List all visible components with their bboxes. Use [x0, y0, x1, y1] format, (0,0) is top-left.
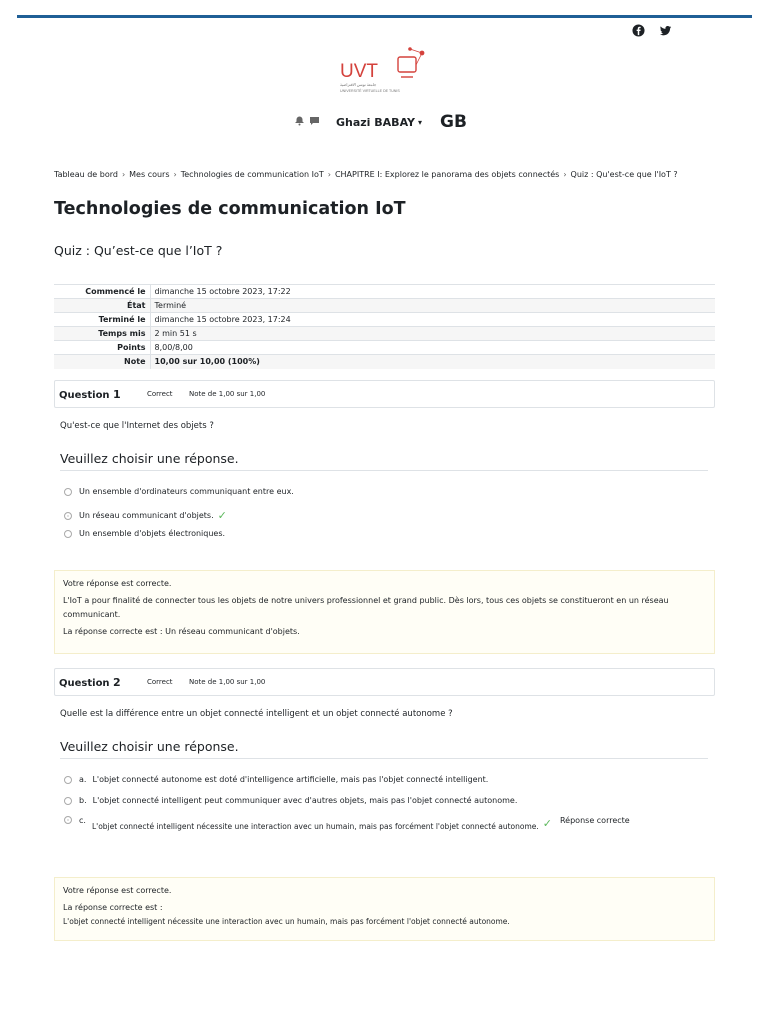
- uvt-logo[interactable]: [338, 45, 430, 97]
- feedback-line: Votre réponse est correcte.: [63, 579, 172, 588]
- summary-value: dimanche 15 octobre 2023, 17:24: [150, 313, 715, 327]
- svg-text:جامعة تونس الافتراضية: جامعة تونس الافتراضية: [340, 83, 377, 87]
- logo-subtext: UNIVERSITÉ VIRTUELLE DE TUNIS: [340, 89, 400, 93]
- facebook-icon[interactable]: [632, 22, 645, 35]
- feedback-box: [54, 877, 715, 941]
- chevron-right-icon: ›: [327, 170, 331, 179]
- quiz-title: Quiz : Qu’est-ce que l’IoT ?: [54, 243, 223, 258]
- summary-label: Commencé le: [54, 285, 150, 299]
- question-text: Qu'est-ce que l'Internet des objets ?: [60, 421, 214, 431]
- chevron-right-icon: ›: [563, 170, 567, 179]
- feedback-line: La réponse correcte est :: [63, 903, 163, 912]
- twitter-icon[interactable]: [659, 22, 672, 35]
- question-state: Correct: [147, 390, 173, 398]
- attempt-summary-table: [54, 284, 715, 369]
- breadcrumb: [54, 170, 678, 179]
- radio-button[interactable]: [64, 776, 72, 784]
- radio-button-selected[interactable]: [64, 816, 72, 824]
- messages-icon[interactable]: [309, 116, 320, 129]
- question-grade: Note de 1,00 sur 1,00: [189, 390, 266, 398]
- checkmark-icon: ✓: [217, 509, 227, 522]
- question-number: Question 2: [59, 675, 121, 689]
- summary-value: 8,00/8,00: [150, 341, 715, 355]
- social-links: [632, 22, 672, 35]
- breadcrumb-item[interactable]: Technologies de communication IoT: [180, 170, 324, 179]
- user-menu[interactable]: Ghazi BABAY: [336, 115, 415, 129]
- chevron-right-icon: ›: [121, 170, 126, 179]
- summary-label: Note: [54, 355, 150, 369]
- answer-option[interactable]: Un ensemble d'ordinateurs communiquant entre eux.: [64, 487, 294, 496]
- notification-bell-icon[interactable]: [294, 116, 305, 129]
- answer-option[interactable]: c. L'objet connecté intelligent nécessite une interaction avec un humain, mais pas forcément l'objet connecté autonome. ✓ Réponse correcte: [64, 816, 630, 831]
- summary-label: État: [54, 299, 150, 313]
- avatar[interactable]: GB: [440, 112, 467, 132]
- feedback-line: Votre réponse est correcte.: [63, 886, 172, 895]
- table-row: [54, 341, 715, 355]
- summary-label: Points: [54, 341, 150, 355]
- table-row: [54, 313, 715, 327]
- breadcrumb-item[interactable]: Mes cours: [129, 170, 170, 179]
- question-text: Quelle est la différence entre un objet connecté intelligent et un objet connecté autonome ?: [60, 709, 453, 719]
- feedback-line: L'objet connecté intelligent nécessite une interaction avec un humain, mais pas forcément l'objet connecté autonome.: [63, 917, 510, 926]
- question-number: Question 1: [59, 387, 121, 401]
- feedback-line: La réponse correcte est : Un réseau communicant d'objets.: [63, 627, 300, 636]
- table-row: [54, 327, 715, 341]
- question-state: Correct: [147, 678, 173, 686]
- summary-value: 10,00 sur 10,00 (100%): [150, 355, 715, 369]
- radio-button-selected[interactable]: [64, 512, 72, 520]
- breadcrumb-item[interactable]: Tableau de bord: [54, 170, 118, 179]
- radio-button[interactable]: [64, 530, 72, 538]
- answer-option[interactable]: a. L'objet connecté autonome est doté d'intelligence artificielle, mais pas l'objet connecté intelligent.: [64, 775, 488, 784]
- chevron-down-icon[interactable]: ▾: [418, 117, 423, 127]
- checkmark-icon: ✓: [542, 817, 552, 830]
- answer-option[interactable]: Un réseau communicant d'objets. ✓: [64, 509, 227, 522]
- question-grade: Note de 1,00 sur 1,00: [189, 678, 266, 686]
- user-bar: [294, 110, 467, 134]
- summary-label: Temps mis: [54, 327, 150, 341]
- correct-answer-label: Réponse correcte: [559, 816, 630, 825]
- top-bar: [17, 15, 752, 18]
- answer-option[interactable]: Un ensemble d'objets électroniques.: [64, 529, 225, 538]
- table-row: [54, 285, 715, 299]
- breadcrumb-item[interactable]: Quiz : Qu'est-ce que l'IoT ?: [570, 170, 678, 179]
- feedback-line: L'IoT a pour finalité de connecter tous les objets de notre univers professionnel et grand public. Dès lors, tous ces objets se constitueront en un réseau communicant.: [63, 596, 669, 619]
- table-row: [54, 355, 715, 369]
- page-title: Technologies de communication IoT: [54, 199, 406, 219]
- answer-option[interactable]: b. L'objet connecté intelligent peut communiquer avec d'autres objets, mais pas l'objet connecté autonome.: [64, 796, 517, 805]
- breadcrumb-item[interactable]: CHAPITRE I: Explorez le panorama des objets connectés: [334, 170, 560, 179]
- radio-button[interactable]: [64, 488, 72, 496]
- question-1-header: [54, 380, 715, 408]
- answer-prompt: Veuillez choisir une réponse.: [60, 739, 708, 759]
- table-row: [54, 299, 715, 313]
- summary-value: dimanche 15 octobre 2023, 17:22: [150, 285, 715, 299]
- logo-text: UVT: [340, 61, 378, 82]
- chevron-right-icon: ›: [173, 170, 177, 179]
- radio-button[interactable]: [64, 797, 72, 805]
- summary-label: Terminé le: [54, 313, 150, 327]
- question-2-header: [54, 668, 715, 696]
- feedback-box: [54, 570, 715, 654]
- summary-value: 2 min 51 s: [150, 327, 715, 341]
- summary-value: Terminé: [150, 299, 715, 313]
- answer-prompt: Veuillez choisir une réponse.: [60, 451, 708, 471]
